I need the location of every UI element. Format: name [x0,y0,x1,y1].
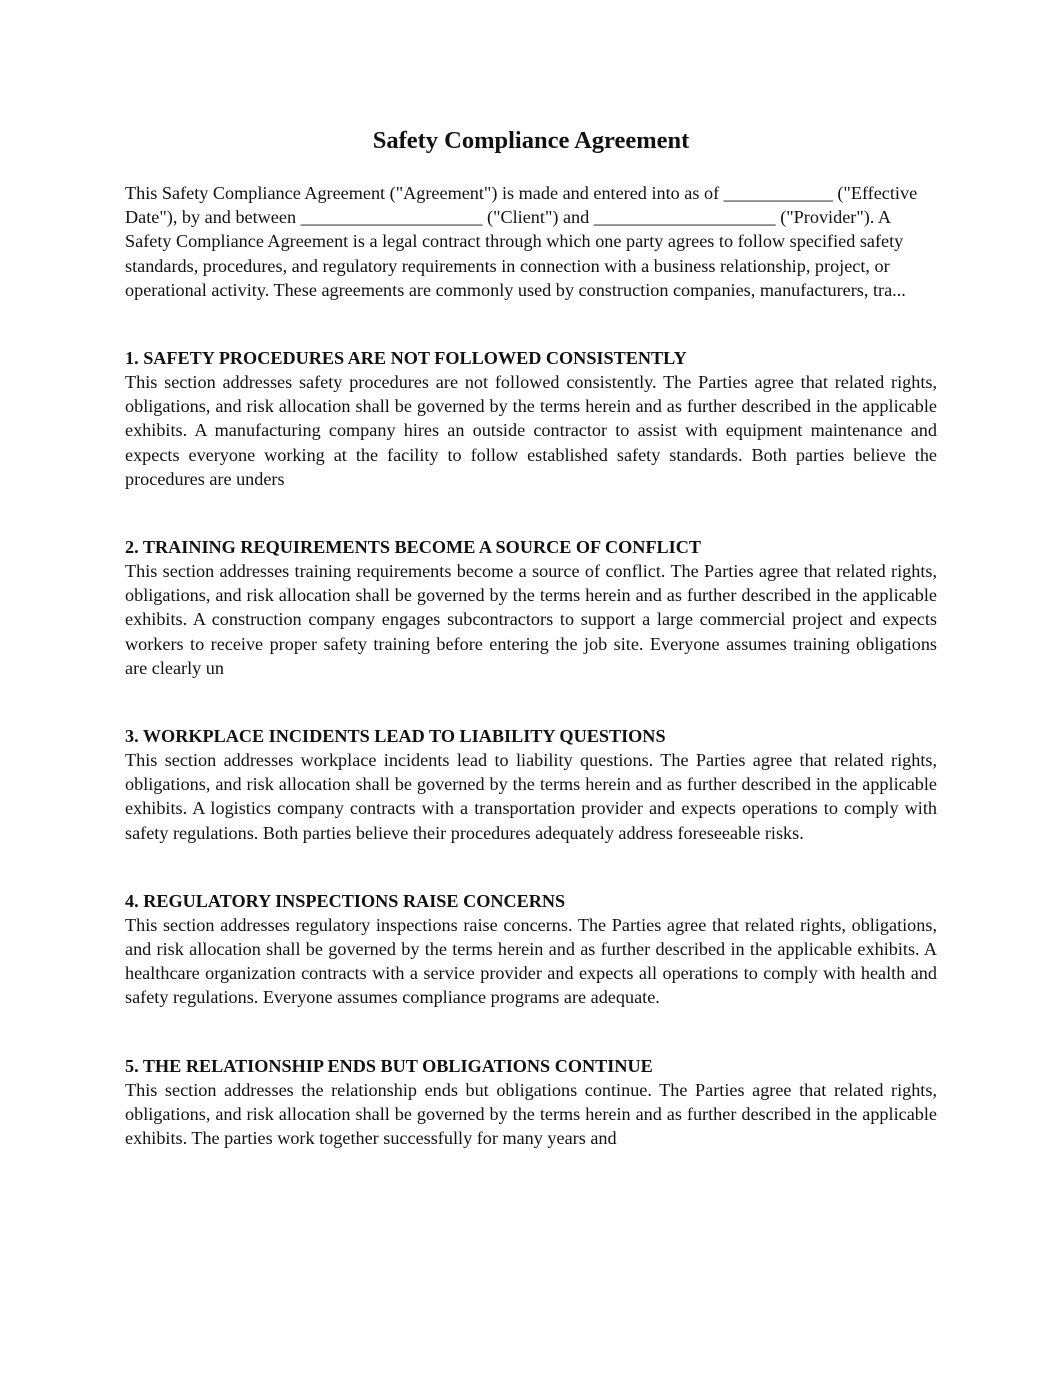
section-body: This section addresses workplace incidents lead to liability questions. The Parties agree that related rights, obligations, and risk allocation shall be governed by the terms herein and as further described in the applicable exhibits. A logistics company contracts with a transportation provider and expects operations to comply with safety regulations. Both parties believe their procedures adequately address foreseeable risks. [125,750,937,843]
section-heading: 3. WORKPLACE INCIDENTS LEAD TO LIABILITY QUESTIONS [125,726,666,747]
section-body: This section addresses training requirements become a source of conflict. The Parties agree that related rights, obligations, and risk allocation shall be governed by the terms herein and as further described in the applicable exhibits. A construction company engages subcontractors to support a large commercial project and expects workers to receive proper safety training before entering the job site. Everyone assumes training obligations are clearly un [125,561,937,678]
section-3 [125,724,937,845]
section-body: This section addresses the relationship ends but obligations continue. The Parties agree that related rights, obligations, and risk allocation shall be governed by the terms herein and as further described in the applicable exhibits. The parties work together successfully for many years and [125,1079,937,1149]
section-body: This section addresses safety procedures are not followed consistently. The Parties agree that related rights, obligations, and risk allocation shall be governed by the terms herein and as further described in the applicable exhibits. A manufacturing company hires an outside contractor to assist with equipment maintenance and expects everyone working at the facility to follow established safety standards. Both parties believe the procedures are unders [125,372,937,489]
section-heading: 5. THE RELATIONSHIP ENDS BUT OBLIGATIONS CONTINUE [125,1055,653,1076]
section-1 [125,346,937,491]
document-title: Safety Compliance Agreement [372,127,690,154]
document-content [125,124,937,1150]
section-5 [125,1054,937,1151]
section-heading: 4. REGULATORY INSPECTIONS RAISE CONCERNS [125,890,566,911]
section-4 [125,889,937,1010]
section-heading: 2. TRAINING REQUIREMENTS BECOME A SOURCE OF CONFLICT [125,537,702,558]
section-body: This section addresses regulatory inspections raise concerns. The Parties agree that related rights, obligations, and risk allocation shall be governed by the terms herein and as further described in the applicable exhibits. A healthcare organization contracts with a service provider and expects all operations to comply with health and safety regulations. Everyone assumes compliance programs are adequate. [125,914,937,1008]
section-heading: 1. SAFETY PROCEDURES ARE NOT FOLLOWED CONSISTENTLY [125,348,687,369]
intro-paragraph: This Safety Compliance Agreement ("Agreement") is made and entered into as of ____________ ("Effective Date"), by and between ____________________ ("Client") and ____________________ ("Provider"). A Safety Compliance Agreement is a legal contract through which one party agrees to follow specified safety standards, procedures, and regulatory requirements in connection with a business relationship, project, or operational activity. These agreements are commonly used by construction companies, manufacturers, tra... [125,183,918,300]
section-2 [125,535,937,680]
